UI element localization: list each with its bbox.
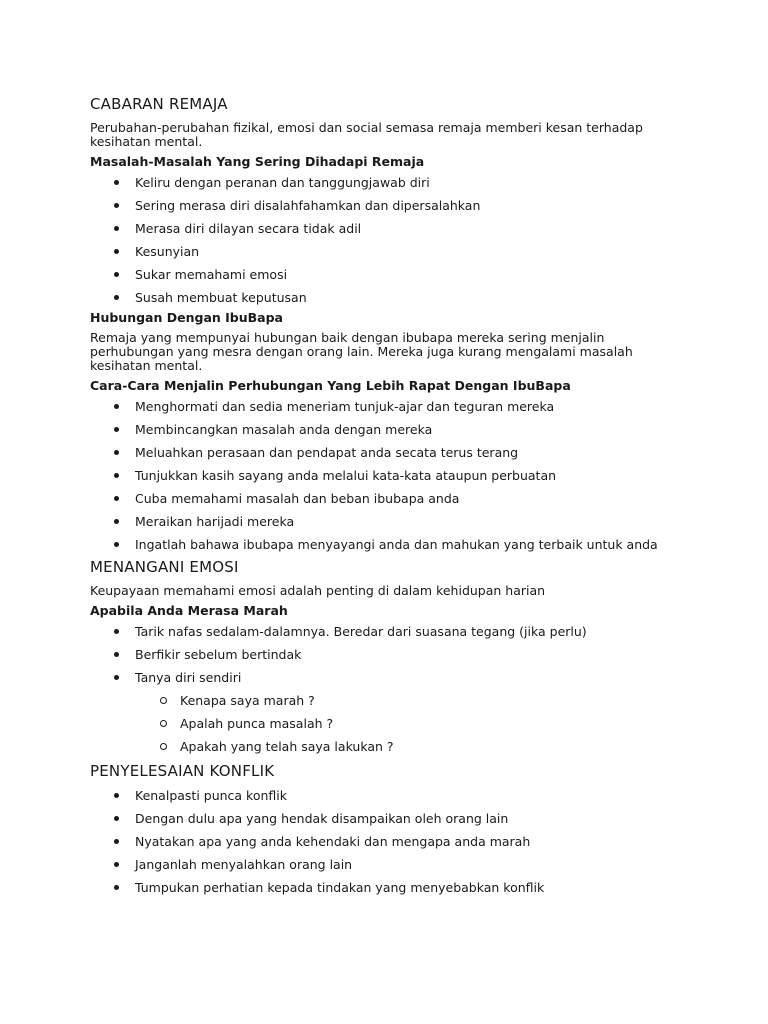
list-item: Tunjukkan kasih sayang anda melalui kata-kata ataupun perbuatan bbox=[90, 468, 690, 484]
list-item: Tarik nafas sedalam-dalamnya. Beredar dari suasana tegang (jika perlu) bbox=[90, 624, 690, 640]
list-item: Tanya diri sendiri Kenapa saya marah ? Apalah punca masalah ? Apakah yang telah saya lakukan ? bbox=[90, 670, 690, 755]
bullet-list bbox=[90, 399, 690, 553]
bullet-list bbox=[90, 788, 690, 896]
bullet-icon bbox=[114, 180, 119, 185]
section-title: CABARAN REMAJA bbox=[90, 95, 228, 113]
document-page bbox=[90, 94, 690, 903]
list-item: Dengan dulu apa yang hendak disampaikan oleh orang lain bbox=[90, 811, 690, 827]
bullet-icon bbox=[114, 404, 119, 409]
bullet-icon bbox=[114, 295, 119, 300]
bullet-icon bbox=[114, 427, 119, 432]
bullet-icon bbox=[114, 272, 119, 277]
bullet-icon bbox=[114, 542, 119, 547]
bullet-icon bbox=[114, 473, 119, 478]
bullet-icon bbox=[114, 885, 119, 890]
circle-bullet-icon bbox=[160, 697, 167, 704]
list-item: Kesunyian bbox=[90, 244, 690, 260]
subheading: Masalah-Masalah Yang Sering Dihadapi Remaja bbox=[90, 154, 425, 169]
list-item: Meluahkan perasaan dan pendapat anda secata terus terang bbox=[90, 445, 690, 461]
list-item: Berfikir sebelum bertindak bbox=[90, 647, 690, 663]
bullet-icon bbox=[114, 226, 119, 231]
bullet-icon bbox=[114, 652, 119, 657]
subheading: Cara-Cara Menjalin Perhubungan Yang Lebih Rapat Dengan IbuBapa bbox=[90, 378, 571, 393]
bullet-list bbox=[90, 624, 690, 755]
section-intro: Perubahan-perubahan fizikal, emosi dan social semasa remaja memberi kesan terhadap kesihatan mental. bbox=[90, 120, 643, 149]
list-item: Sukar memahami emosi bbox=[90, 267, 690, 283]
list-item: Menghormati dan sedia meneriam tunjuk-ajar dan teguran mereka bbox=[90, 399, 690, 415]
list-item: Janganlah menyalahkan orang lain bbox=[90, 857, 690, 873]
subheading: Apabila Anda Merasa Marah bbox=[90, 603, 288, 618]
section-menangani-emosi bbox=[90, 557, 690, 755]
bullet-icon bbox=[114, 496, 119, 501]
circle-bullet-icon bbox=[160, 720, 167, 727]
bullet-icon bbox=[114, 249, 119, 254]
bullet-icon bbox=[114, 675, 119, 680]
bullet-icon bbox=[114, 203, 119, 208]
nested-list-item: Kenapa saya marah ? bbox=[135, 693, 690, 709]
list-item: Susah membuat keputusan bbox=[90, 290, 690, 306]
list-item: Cuba memahami masalah dan beban ibubapa anda bbox=[90, 491, 690, 507]
list-item: Meraikan harijadi mereka bbox=[90, 514, 690, 530]
list-item: Nyatakan apa yang anda kehendaki dan mengapa anda marah bbox=[90, 834, 690, 850]
section-cabaran-remaja bbox=[90, 94, 690, 553]
bullet-icon bbox=[114, 793, 119, 798]
bullet-icon bbox=[114, 839, 119, 844]
list-item: Tumpukan perhatian kepada tindakan yang menyebabkan konflik bbox=[90, 880, 690, 896]
section-penyelesaian-konflik bbox=[90, 761, 690, 896]
bullet-icon bbox=[114, 629, 119, 634]
list-item: Keliru dengan peranan dan tanggungjawab diri bbox=[90, 175, 690, 191]
nested-list bbox=[135, 693, 690, 755]
section-intro: Keupayaan memahami emosi adalah penting di dalam kehidupan harian bbox=[90, 583, 546, 598]
list-item: Ingatlah bahawa ibubapa menyayangi anda dan mahukan yang terbaik untuk anda bbox=[90, 537, 690, 553]
list-item: Kenalpasti punca konflik bbox=[90, 788, 690, 804]
section-title: PENYELESAIAN KONFLIK bbox=[90, 762, 275, 780]
bullet-icon bbox=[114, 862, 119, 867]
bullet-list bbox=[90, 175, 690, 306]
nested-list-item: Apalah punca masalah ? bbox=[135, 716, 690, 732]
bullet-icon bbox=[114, 519, 119, 524]
list-item: Merasa diri dilayan secara tidak adil bbox=[90, 221, 690, 237]
list-item: Sering merasa diri disalahfahamkan dan dipersalahkan bbox=[90, 198, 690, 214]
list-item: Membincangkan masalah anda dengan mereka bbox=[90, 422, 690, 438]
section-title: MENANGANI EMOSI bbox=[90, 558, 239, 576]
subheading: Hubungan Dengan IbuBapa bbox=[90, 310, 283, 325]
bullet-icon bbox=[114, 450, 119, 455]
bullet-icon bbox=[114, 816, 119, 821]
nested-list-item: Apakah yang telah saya lakukan ? bbox=[135, 739, 690, 755]
circle-bullet-icon bbox=[160, 743, 167, 750]
paragraph: Remaja yang mempunyai hubungan baik dengan ibubapa mereka sering menjalin perhubungan yang mesra dengan orang lain. Mereka juga kurang mengalami masalah kesihatan mental. bbox=[90, 330, 633, 373]
